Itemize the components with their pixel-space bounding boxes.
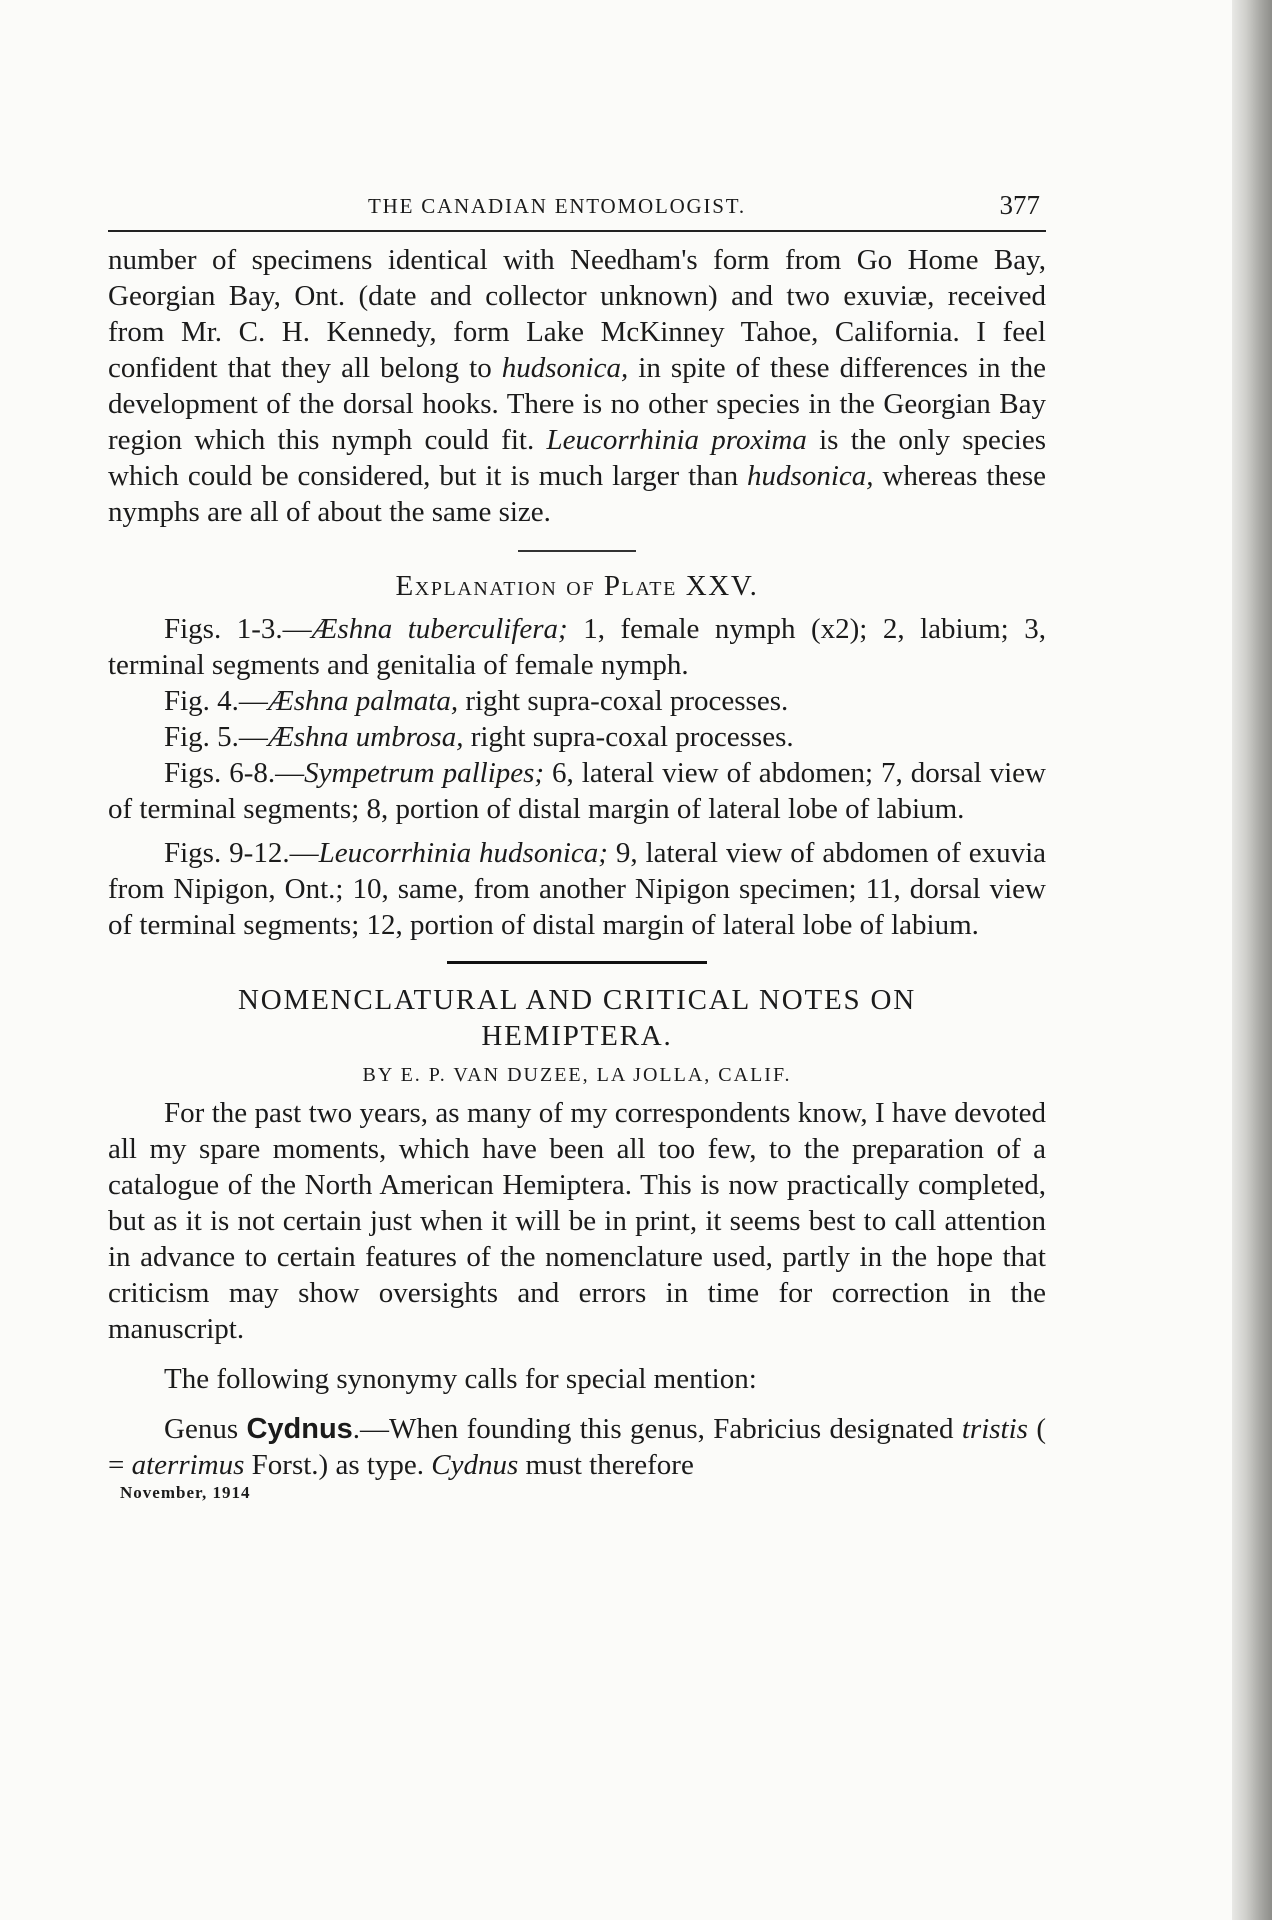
article-byline: BY E. P. VAN DUZEE, LA JOLLA, CALIF. bbox=[362, 1064, 792, 1086]
article-paragraph-genus: Genus Cydnus.—When founding this genus, Fabricius designated tristis ( = aterrimus Forst.) as type. Cydnus must therefore bbox=[108, 1413, 1046, 1481]
section-divider bbox=[518, 550, 636, 552]
journal-page bbox=[108, 190, 1046, 1503]
genus-name: Cydnus bbox=[246, 1413, 353, 1445]
scan-page-edge bbox=[1232, 0, 1272, 1920]
plate-entry-fig-5: Fig. 5.—Æshna umbrosa, right supra-coxal processes. bbox=[164, 721, 794, 753]
plate-entry-figs-6-8: Figs. 6-8.—Sympetrum pallipes; 6, lateral view of abdomen; 7, dorsal view of terminal segments; 8, portion of distal margin of lateral lobe of labium. bbox=[108, 757, 1047, 825]
running-head bbox=[108, 190, 1046, 232]
article-divider bbox=[447, 961, 707, 964]
article-paragraph-1: For the past two years, as many of my correspondents know, I have devoted all my spare moments, which have been all too few, to the preparation of a catalogue of the North American Hemiptera. This is now practically completed, but as it is not certain just when it will be in print, it seems best to call attention in advance to certain features of the nomenclature used, partly in the hope that criticism may show oversights and errors in time for correction in the manuscript. bbox=[108, 1097, 1046, 1345]
page-number: 377 bbox=[999, 190, 1040, 220]
continuation-paragraph: number of specimens identical with Needham's form from Go Home Bay, Georgian Bay, Ont. (date and collector unknown) and two exuviæ, received from Mr. C. H. Kennedy, form Lake McKinney Tahoe, California. I feel confident that they all belong to hudsonica, in spite of these differences in the development of the dorsal hooks. There is no other species in the Georgian Bay region which this nymph could fit. Leucorrhinia proxima is the only species which could be considered, but it is much larger than hudsonica, whereas these nymphs are all of about the same size. bbox=[108, 244, 1046, 528]
article-title: NOMENCLATURAL AND CRITICAL NOTES ON HEMIPTERA. bbox=[238, 984, 916, 1052]
article-paragraph-2: The following synonymy calls for special mention: bbox=[164, 1363, 757, 1395]
plate-heading: Explanation of Plate XXV. bbox=[395, 570, 759, 602]
plate-entry-figs-1-3: Figs. 1-3.—Æshna tuberculifera; 1, female nymph (x2); 2, labium; 3, terminal segments and genitalia of female nymph. bbox=[108, 613, 1046, 681]
plate-entry-figs-9-12: Figs. 9-12.—Leucorrhinia hudsonica; 9, lateral view of abdomen of exuvia from Nipigon, Ont.; 10, same, from another Nipigon specimen; 11, dorsal view of terminal segments; 12, portion of distal margin of lateral lobe of labium. bbox=[108, 837, 1047, 941]
plate-entry-fig-4: Fig. 4.—Æshna palmata, right supra-coxal processes. bbox=[164, 685, 789, 717]
journal-title: THE CANADIAN ENTOMOLOGIST. bbox=[368, 194, 746, 218]
issue-date: November, 1914 bbox=[120, 1483, 251, 1502]
